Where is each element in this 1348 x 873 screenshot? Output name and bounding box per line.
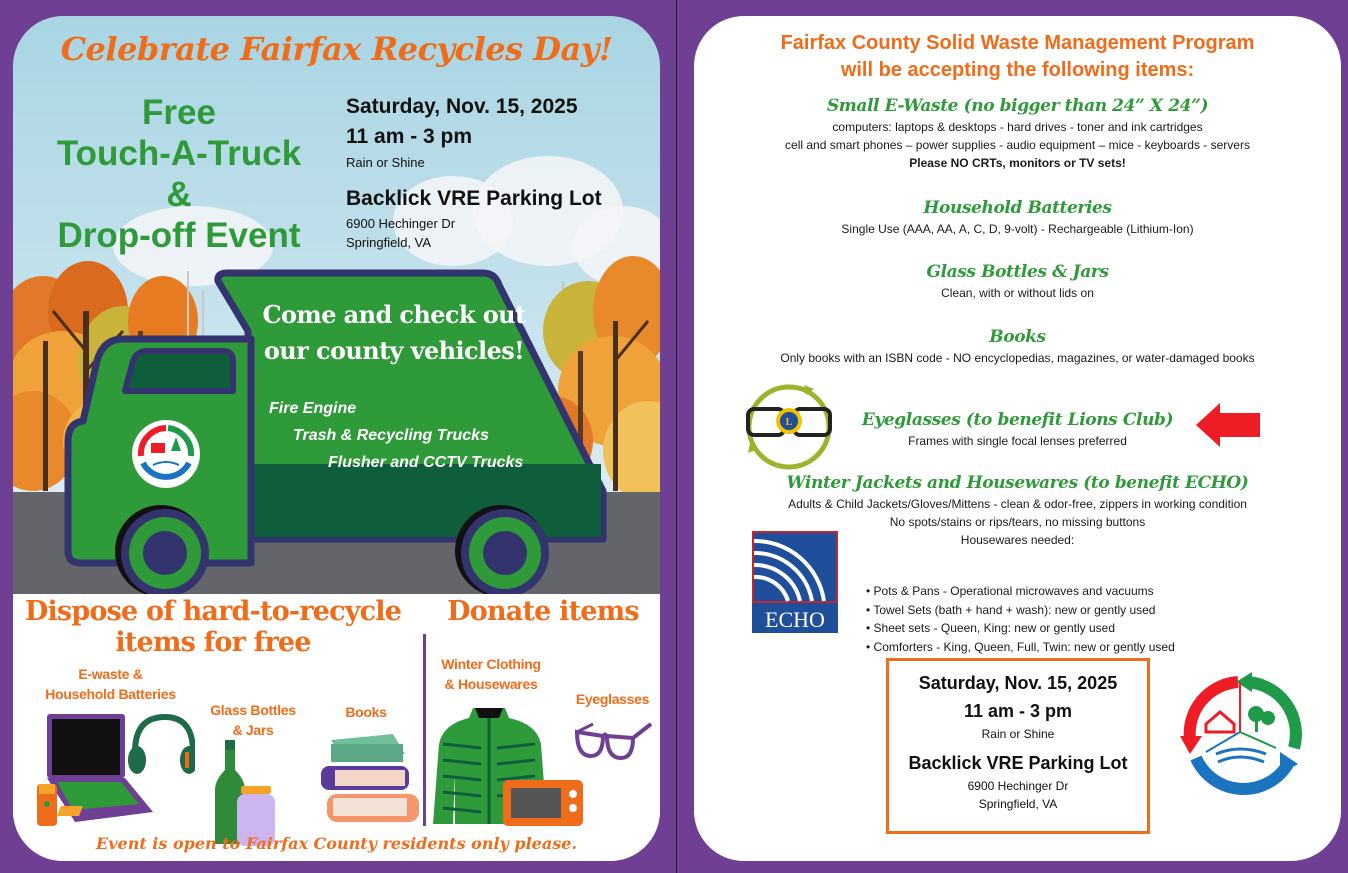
event-date-box — [886, 658, 1150, 834]
vehicle-item: Flusher and CCTV Trucks — [328, 454, 524, 471]
flyer-back-panel — [694, 16, 1341, 861]
flyer-front-panel — [13, 16, 660, 861]
item-label-line: Winter Clothing — [441, 656, 541, 672]
vehicle-item: Fire Engine — [269, 400, 357, 417]
item-label-line: & Jars — [232, 722, 274, 738]
section-title: Winter Jackets and Housewares (to benefit ECHO) — [786, 473, 1249, 493]
event-name-line: Free — [142, 93, 216, 132]
section-line: cell and smart phones – power supplies - audio equipment – mice - keyboards - servers — [785, 138, 1250, 152]
item-label-winter-clothing — [431, 654, 551, 694]
section-glass — [694, 260, 1341, 302]
housewares-item: • Sheet sets - Queen, King: new or gently used — [866, 621, 1116, 635]
dispose-heading — [13, 596, 413, 658]
event-date: Saturday, Nov. 15, 2025 — [918, 673, 1118, 693]
echo-logo-text: ECHO — [765, 607, 825, 632]
weather-note: Rain or Shine — [346, 155, 425, 170]
event-name-line: Touch-A-Truck — [56, 134, 302, 173]
address-line: Springfield, VA — [346, 235, 432, 250]
section-line: Only books with an ISBN code - NO encyclopedias, magazines, or water-damaged books — [780, 351, 1255, 365]
truck-scene — [13, 251, 660, 596]
dispose-heading-line: Dispose of hard-to-recycle — [24, 596, 402, 627]
section-small-ewaste — [694, 94, 1341, 172]
section-line: Clean, with or without lids on — [941, 286, 1094, 300]
address-line: 6900 Hechinger Dr — [346, 216, 456, 231]
section-divider — [423, 634, 426, 826]
program-heading-line: Fairfax County Solid Waste Management Program — [780, 32, 1255, 54]
section-title: Eyeglasses (to benefit Lions Club) — [861, 410, 1174, 430]
section-line: Frames with single focal lenses preferred — [908, 434, 1127, 448]
item-label-line: E-waste & — [78, 666, 143, 682]
red-arrow-icon — [1196, 403, 1260, 447]
item-label-ewaste — [23, 664, 198, 704]
address-line: 6900 Hechinger Dr — [967, 779, 1069, 793]
laptop-headphones-battery-icon — [35, 712, 195, 832]
event-details — [346, 92, 602, 252]
section-books — [694, 325, 1341, 367]
program-heading — [694, 30, 1341, 84]
housewares-item: • Pots & Pans - Operational microwaves and vacuums — [866, 584, 1154, 598]
item-label-line: & Housewares — [444, 676, 538, 692]
item-label-books: Books — [345, 704, 387, 720]
echo-arcs-icon — [752, 531, 838, 633]
housewares-list — [866, 582, 1175, 656]
items-section — [13, 594, 660, 861]
item-label-line: Glass Bottles — [210, 702, 296, 718]
vehicle-list — [269, 395, 523, 476]
event-name-line: & — [166, 175, 192, 214]
truck-headline-line: Come and check out — [262, 300, 526, 329]
item-label-eyeglasses: Eyeglasses — [575, 691, 650, 707]
event-location: Backlick VRE Parking Lot — [908, 753, 1128, 773]
section-title: Glass Bottles & Jars — [926, 262, 1109, 282]
item-label-glass — [198, 700, 308, 740]
housewares-item: • Comforters - King, Queen, Full, Twin: new or gently used — [866, 639, 1175, 654]
echo-logo — [752, 531, 825, 633]
event-time: 11 am - 3 pm — [963, 701, 1073, 721]
donate-heading: Donate items — [447, 596, 639, 627]
event-location: Backlick VRE Parking Lot — [346, 187, 602, 210]
section-line: No spots/stains or rips/tears, no missing buttons — [889, 515, 1146, 529]
section-line: Adults & Child Jackets/Gloves/Mittens - clean & odor-free, zippers in working condition — [788, 497, 1247, 511]
page-divider — [676, 0, 677, 873]
vehicle-item: Trash & Recycling Trucks — [293, 427, 489, 444]
truck-headline-line: our county vehicles! — [263, 336, 525, 365]
ewaste-warning: Please NO CRTs, monitors or TV sets! — [909, 156, 1126, 170]
event-title: Celebrate Fairfax Recycles Day! — [60, 30, 613, 68]
dispose-heading-line: items for free — [115, 627, 311, 658]
program-heading-line: will be accepting the following items: — [840, 59, 1195, 81]
event-date: Saturday, Nov. 15, 2025 — [346, 95, 578, 118]
section-title: Books — [989, 327, 1046, 347]
books-icon — [313, 734, 423, 829]
section-title: Small E-Waste (no bigger than 24” X 24”) — [826, 96, 1209, 116]
item-label-line: Household Batteries — [45, 686, 176, 702]
svg-text:L: L — [785, 417, 793, 428]
fairfax-county-recycle-logo — [1176, 668, 1306, 798]
housewares-item: • Towel Sets (bath + hand + wash): new or gently used — [866, 602, 1156, 617]
weather-note: Rain or Shine — [981, 727, 1055, 741]
truck-headline — [249, 297, 539, 369]
event-time: 11 am - 3 pm — [346, 125, 473, 148]
section-line: computers: laptops & desktops - hard drives - toner and ink cartridges — [832, 120, 1203, 134]
section-household-batteries — [694, 196, 1341, 238]
jacket-microwave-icon — [433, 704, 583, 829]
section-line: Single Use (AAA, AA, A, C, D, 9-volt) - Rechargeable (Lithium-Ion) — [841, 222, 1194, 236]
address-line: Springfield, VA — [978, 797, 1058, 811]
residents-only-note: Event is open to Fairfax County residents only please. — [96, 834, 577, 853]
section-title: Household Batteries — [923, 198, 1112, 218]
eyeglasses-icon — [573, 718, 653, 762]
event-name-line: Drop-off Event — [57, 216, 301, 255]
event-name — [33, 92, 325, 256]
section-line: Housewares needed: — [960, 533, 1075, 547]
